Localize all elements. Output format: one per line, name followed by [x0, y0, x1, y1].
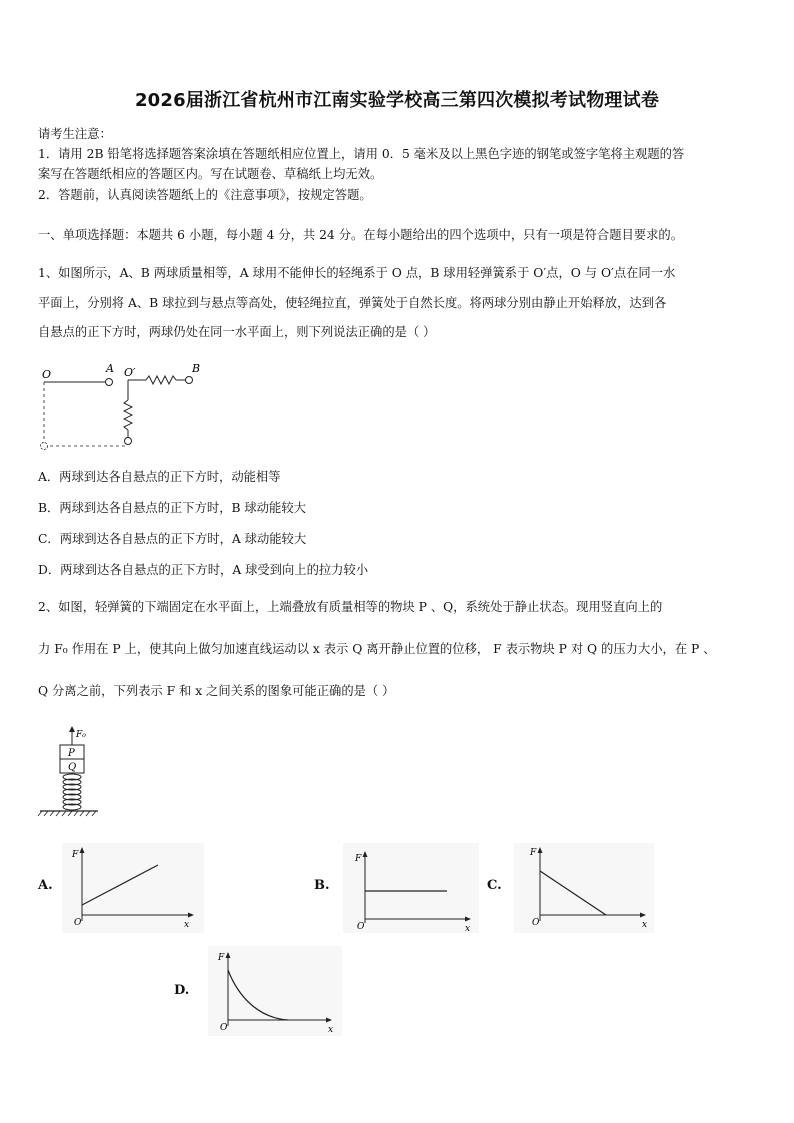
label-o: O — [42, 368, 52, 381]
label-o-prime: O′ — [124, 366, 136, 379]
question-1-line-3: 自悬点的正下方时，两球仍处在同一水平面上，则下列说法正确的是（ ） — [38, 325, 436, 339]
spring-horizontal — [146, 376, 176, 384]
question-1-option-c[interactable]: C．两球到达各自悬点的正下方时，A 球动能较大 — [38, 532, 307, 546]
question-2-line-2: 力 F₀ 作用在 P 上，使其向上做匀加速直线运动以 x 表示 Q 离开静止位置的位移， F 表示物块 P 对 Q 的压力大小，在 P 、 — [38, 642, 716, 656]
question-2-line-1: 2、如图，轻弹簧的下端固定在水平面上，上端叠放有质量相等的物块 P 、Q，系统处于静止状态。现用竖直向上的 — [38, 600, 663, 614]
graph-c-axis-y: F — [530, 848, 537, 858]
ball-b-lowest — [125, 438, 132, 445]
graph-option-c-letter[interactable]: C. — [487, 878, 502, 893]
vertical-spring — [63, 774, 81, 810]
force-label: F₀ — [76, 730, 86, 740]
graph-d-origin: O — [220, 1023, 228, 1033]
graph-option-b[interactable] — [343, 843, 479, 933]
ball-a-lowest — [41, 443, 48, 450]
section-heading: 一、单项选择题：本题共 6 小题，每小题 4 分，共 24 分。在每小题给出的四个选项中，只有一项是符合题目要求的。 — [38, 228, 683, 242]
graph-a-axis-x: x — [184, 920, 190, 930]
graph-a-origin: O — [74, 918, 82, 928]
notice-item-1-line-2: 案写在答题纸相应的答题区内。写在试题卷、草稿纸上均无效。 — [38, 167, 383, 181]
label-b: B — [192, 362, 201, 375]
question-2-figure — [36, 725, 100, 819]
graph-d-axis-x: x — [328, 1025, 334, 1035]
graph-b-axis-x: x — [465, 924, 471, 933]
block-p-label: P — [68, 748, 75, 759]
ball-a — [106, 379, 113, 386]
graph-option-d[interactable] — [208, 946, 342, 1036]
force-arrow-head — [69, 726, 75, 732]
graph-option-a-letter[interactable]: A. — [38, 878, 53, 893]
graph-b-origin: O — [357, 922, 365, 932]
notice-item-1-line-1: 1．请用 2B 铅笔将选择题答案涂填在答题纸相应位置上，请用 0．5 毫米及以上黑色字迹的钢笔或签字笔将主观题的答 — [38, 147, 685, 161]
graph-a-axis-y: F — [72, 850, 79, 860]
label-a: A — [106, 362, 114, 375]
question-2-line-3: Q 分离之前，下列表示 F 和 x 之间关系的图象可能正确的是（ ） — [38, 684, 395, 698]
graph-c-origin: O — [532, 918, 540, 928]
graph-option-a[interactable] — [62, 843, 204, 933]
block-q-label: Q — [68, 762, 77, 773]
question-1-line-1: 1、如图所示，A、B 两球质量相等，A 球用不能伸长的轻绳系于 O 点，B 球用轻弹簧系于 O′点，O 与 O′点在同一水 — [38, 266, 676, 280]
page-title: 2026届浙江省杭州市江南实验学校高三第四次模拟考试物理试卷 — [134, 90, 660, 111]
graph-c-axis-x: x — [642, 920, 648, 930]
ground-hatching — [38, 811, 96, 816]
question-1-option-d[interactable]: D．两球到达各自悬点的正下方时，A 球受到向上的拉力较小 — [38, 563, 369, 577]
notice-heading: 请考生注意： — [38, 127, 112, 141]
graph-option-d-letter[interactable]: D. — [174, 983, 190, 998]
spring-vertical — [124, 400, 132, 430]
ball-b — [186, 377, 193, 384]
graph-d-axis-y: F — [218, 953, 225, 963]
question-1-option-a[interactable]: A．两球到达各自悬点的正下方时，动能相等 — [38, 470, 281, 484]
graph-option-c[interactable] — [514, 843, 654, 933]
notice-item-2: 2．答题前，认真阅读答题纸上的《注意事项》，按规定答题。 — [38, 188, 372, 202]
graph-b-axis-y: F — [355, 854, 362, 864]
graph-option-b-letter[interactable]: B. — [314, 878, 330, 893]
question-1-option-b[interactable]: B．两球到达各自悬点的正下方时，B 球动能较大 — [38, 501, 306, 515]
question-1-line-2: 平面上，分别将 A、B 球拉到与悬点等高处，使轻绳拉直，弹簧处于自然长度。将两球分别由静止开始释放，达到各 — [38, 296, 667, 310]
question-1-figure — [34, 358, 214, 458]
